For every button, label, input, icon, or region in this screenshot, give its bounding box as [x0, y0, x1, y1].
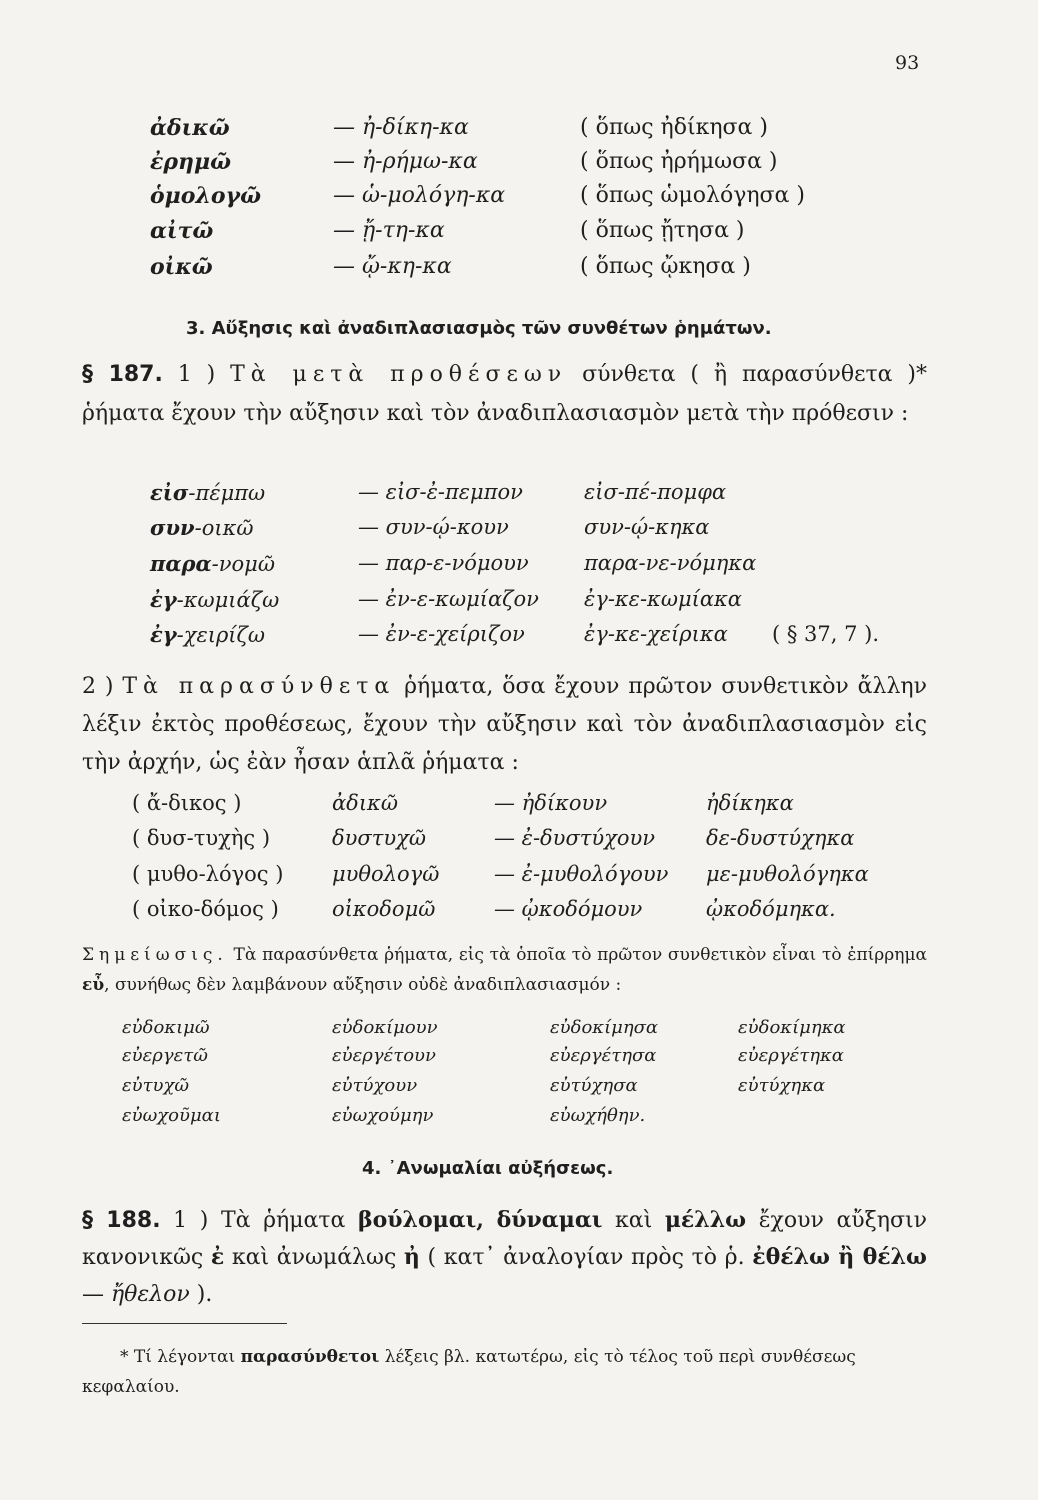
table-cell: εὐεργετῶ: [122, 1045, 208, 1066]
paragraph-text: καὶ: [602, 1208, 665, 1233]
imperfect-form: — εἰσ-ἐ-πεμπον: [358, 480, 523, 504]
perfect-form: εἰσ-πέ-πομφα: [584, 480, 727, 504]
bold-word: παρασύνθετοι: [240, 1347, 380, 1367]
bold-word: ἠ: [403, 1244, 420, 1270]
perfect-form: — ᾤ-κη-κα: [333, 254, 452, 279]
table-cell: εὐεργέτουν: [332, 1045, 436, 1066]
verb: αἰτῶ: [150, 218, 214, 244]
table-cell: εὐωχούμην: [332, 1105, 434, 1126]
verb: ὁμολογῶ: [150, 183, 262, 209]
stem: -νομῶ: [211, 552, 275, 576]
cross-reference: ( § 37, 7 ).: [772, 622, 880, 646]
origin-word: ( οἰκο-δόμος ): [132, 897, 279, 921]
perfect-form: με-μυθολόγηκα: [706, 862, 869, 886]
compound-verb: [150, 622, 265, 647]
imperfect-form: — συν-ῴ-κουν: [358, 515, 509, 539]
imperfect-form: — ἐν-ε-χείριζον: [358, 622, 525, 646]
perfect-form: — ὡ-μολόγη-κα: [333, 183, 506, 208]
bold-word: δύναμαι: [496, 1207, 603, 1233]
table-cell: εὐωχήθην.: [550, 1105, 646, 1126]
table-cell: εὐτύχουν: [332, 1075, 418, 1096]
verb: οἰκῶ: [150, 254, 213, 280]
note-text: , συνήθως δὲν λαμβάνουν αὔξησιν οὐδὲ ἀναδιπλασιασμόν :: [104, 975, 622, 995]
aorist-note: ( ὅπως ᾔτησα ): [580, 218, 745, 243]
paragraph-text: [484, 1208, 497, 1233]
perfect-form: ᾠκοδόμηκα.: [706, 897, 836, 921]
bold-word: ἐθέλω ἢ θέλω: [752, 1244, 927, 1270]
paragraph-text: —: [82, 1282, 111, 1307]
section-number: § 188.: [82, 1208, 161, 1233]
table-cell: εὐωχοῦμαι: [122, 1105, 221, 1126]
table-cell: εὐδοκιμῶ: [122, 1017, 210, 1038]
perfect-form: παρα-νε-νόμηκα: [584, 551, 757, 575]
paragraph-188: [82, 1202, 927, 1313]
footnote-divider: [82, 1323, 287, 1324]
perfect-form: ἐγ-κε-χείρικα: [584, 622, 728, 646]
paragraph-text: ἔχουν αὔξησιν κανονικῶς: [82, 1208, 927, 1270]
paragraph-text: ).: [189, 1282, 213, 1307]
preposition: συν: [150, 515, 195, 540]
perfect-form: ἠδίκηκα: [706, 791, 794, 815]
perfect-form: — ἠ-δίκη-κα: [333, 115, 469, 140]
verb: ἀδικῶ: [150, 115, 230, 141]
note-text: Τὰ παρασύνθετα ῥήματα, εἰς τὰ ὁποῖα τὸ πρῶτον συνθετικὸν εἶναι τὸ ἐπίρρημα: [227, 945, 927, 965]
preposition: ἐγ: [150, 587, 177, 612]
origin-word: ( δυσ-τυχὴς ): [132, 826, 271, 850]
paragraph-text: καὶ ἀνωμάλως: [224, 1245, 404, 1270]
paragraph-187: [82, 355, 927, 433]
section-number: § 187.: [82, 362, 163, 387]
bold-word: ἐ: [210, 1244, 225, 1270]
paragraph-text: 1 ): [162, 362, 231, 387]
aorist-note: ( ὅπως ἠδίκησα ): [580, 115, 768, 140]
aorist-note: ( ὅπως ἠρήμωσα ): [580, 149, 778, 174]
note-label: Σημείωσις.: [82, 945, 228, 965]
table-cell: εὐτυχῶ: [122, 1075, 190, 1096]
table-cell: εὐδοκίμουν: [332, 1017, 438, 1038]
perfect-form: δε-δυστύχηκα: [706, 826, 855, 850]
verb: ἐρημῶ: [150, 149, 232, 175]
compound-verb: [150, 480, 265, 505]
imperfect-form: — ᾠκοδόμουν: [494, 897, 643, 921]
paragraph-2: [82, 668, 927, 782]
imperfect-form: — ἐ-δυστύχουν: [494, 826, 656, 850]
bold-word: εὖ: [82, 975, 105, 995]
stem: -χειρίζω: [176, 623, 266, 647]
verb: οἰκοδομῶ: [332, 897, 436, 921]
spaced-text: Τὰ παρασύνθετα: [122, 674, 396, 699]
section-heading: 4. ᾿Ανωμαλίαι αὐξήσεως.: [362, 1158, 614, 1179]
verb: μυθολογῶ: [332, 862, 440, 886]
stem: -πέμπω: [188, 481, 266, 505]
imperfect-form: — ἐ-μυθολόγουν: [494, 862, 669, 886]
imperfect-form: — ἐν-ε-κωμίαζον: [358, 587, 539, 611]
origin-word: ( ἄ-δικος ): [132, 791, 242, 815]
table-cell: εὐτύχησα: [550, 1075, 638, 1096]
paragraph-text: 2 ): [82, 674, 123, 699]
perfect-form: συν-ῴ-κηκα: [584, 515, 710, 539]
paragraph-text: ῥήματα, ὅσα ἔχουν πρῶτον συνθετικὸν ἄλλην λέξιν ἐκτὸς προθέσεως, ἔχουν τὴν αὔξησιν καὶ τὸν ἀναδιπλασιασμὸν εἰς τὴν ἀρχήν, ὡς ἐὰν ἦσαν ἁπλᾶ ῥήματα :: [82, 674, 927, 775]
bold-word: βούλομαι,: [357, 1207, 484, 1233]
page-number: 93: [895, 52, 920, 74]
paragraph-text: ( κατ᾿ ἀναλογίαν πρὸς τὸ ῥ.: [419, 1245, 753, 1270]
footnote-text: * Τί λέγονται: [120, 1347, 241, 1367]
perfect-form: ἐγ-κε-κωμίακα: [584, 587, 742, 611]
perfect-form: — ᾔ-τη-κα: [333, 218, 445, 243]
section-heading: 3. Αὔξησις καὶ ἀναδιπλασιασμὸς τῶν συνθέτων ῥημάτων.: [186, 318, 772, 339]
perfect-form: — ἠ-ρήμω-κα: [333, 149, 478, 174]
compound-verb: [150, 551, 275, 576]
stem: -οικῶ: [194, 516, 254, 540]
compound-verb: [150, 515, 254, 540]
aorist-note: ( ὅπως ᾤκησα ): [580, 254, 751, 279]
paragraph-text: σύνθετα ( ἢ παρασύνθετα )* ῥήματα ἔχουν τὴν αὔξησιν καὶ τὸν ἀναδιπλασιασμὸν μετὰ τὴν πρόθεσιν :: [82, 362, 927, 426]
table-cell: εὐδοκίμησα: [550, 1017, 659, 1038]
aorist-note: ( ὅπως ὡμολόγησα ): [580, 183, 805, 208]
table-cell: εὐδοκίμηκα: [738, 1017, 846, 1038]
imperfect-form: — ἠδίκουν: [494, 791, 608, 815]
paragraph-text: 1 ) Τὰ ῥήματα: [160, 1208, 358, 1233]
table-cell: εὐεργέτηκα: [738, 1045, 844, 1066]
preposition: εἰσ: [150, 480, 189, 505]
table-cell: εὐτύχηκα: [738, 1075, 826, 1096]
compound-verb: [150, 587, 279, 612]
table-cell: εὐεργέτησα: [550, 1045, 657, 1066]
origin-word: ( μυθο-λόγος ): [132, 862, 284, 886]
footnote: [82, 1342, 927, 1402]
preposition: ἐγ: [150, 622, 177, 647]
verb: ἀδικῶ: [332, 791, 398, 815]
stem: -κωμιάζω: [176, 588, 280, 612]
imperfect-form: — παρ-ε-νόμουν: [358, 551, 529, 575]
verb: δυστυχῶ: [332, 826, 426, 850]
italic-word: ἤθελον: [111, 1282, 190, 1307]
footnote-text: λέξεις βλ. κατωτέρω, εἰς τὸ τέλος τοῦ περὶ συνθέσεως κεφαλαίου.: [82, 1347, 856, 1397]
preposition: παρα: [150, 551, 212, 576]
spaced-text: Τὰ μετὰ προθέσεων: [230, 362, 568, 387]
note: [82, 940, 927, 1000]
bold-word: μέλλω: [664, 1207, 747, 1233]
